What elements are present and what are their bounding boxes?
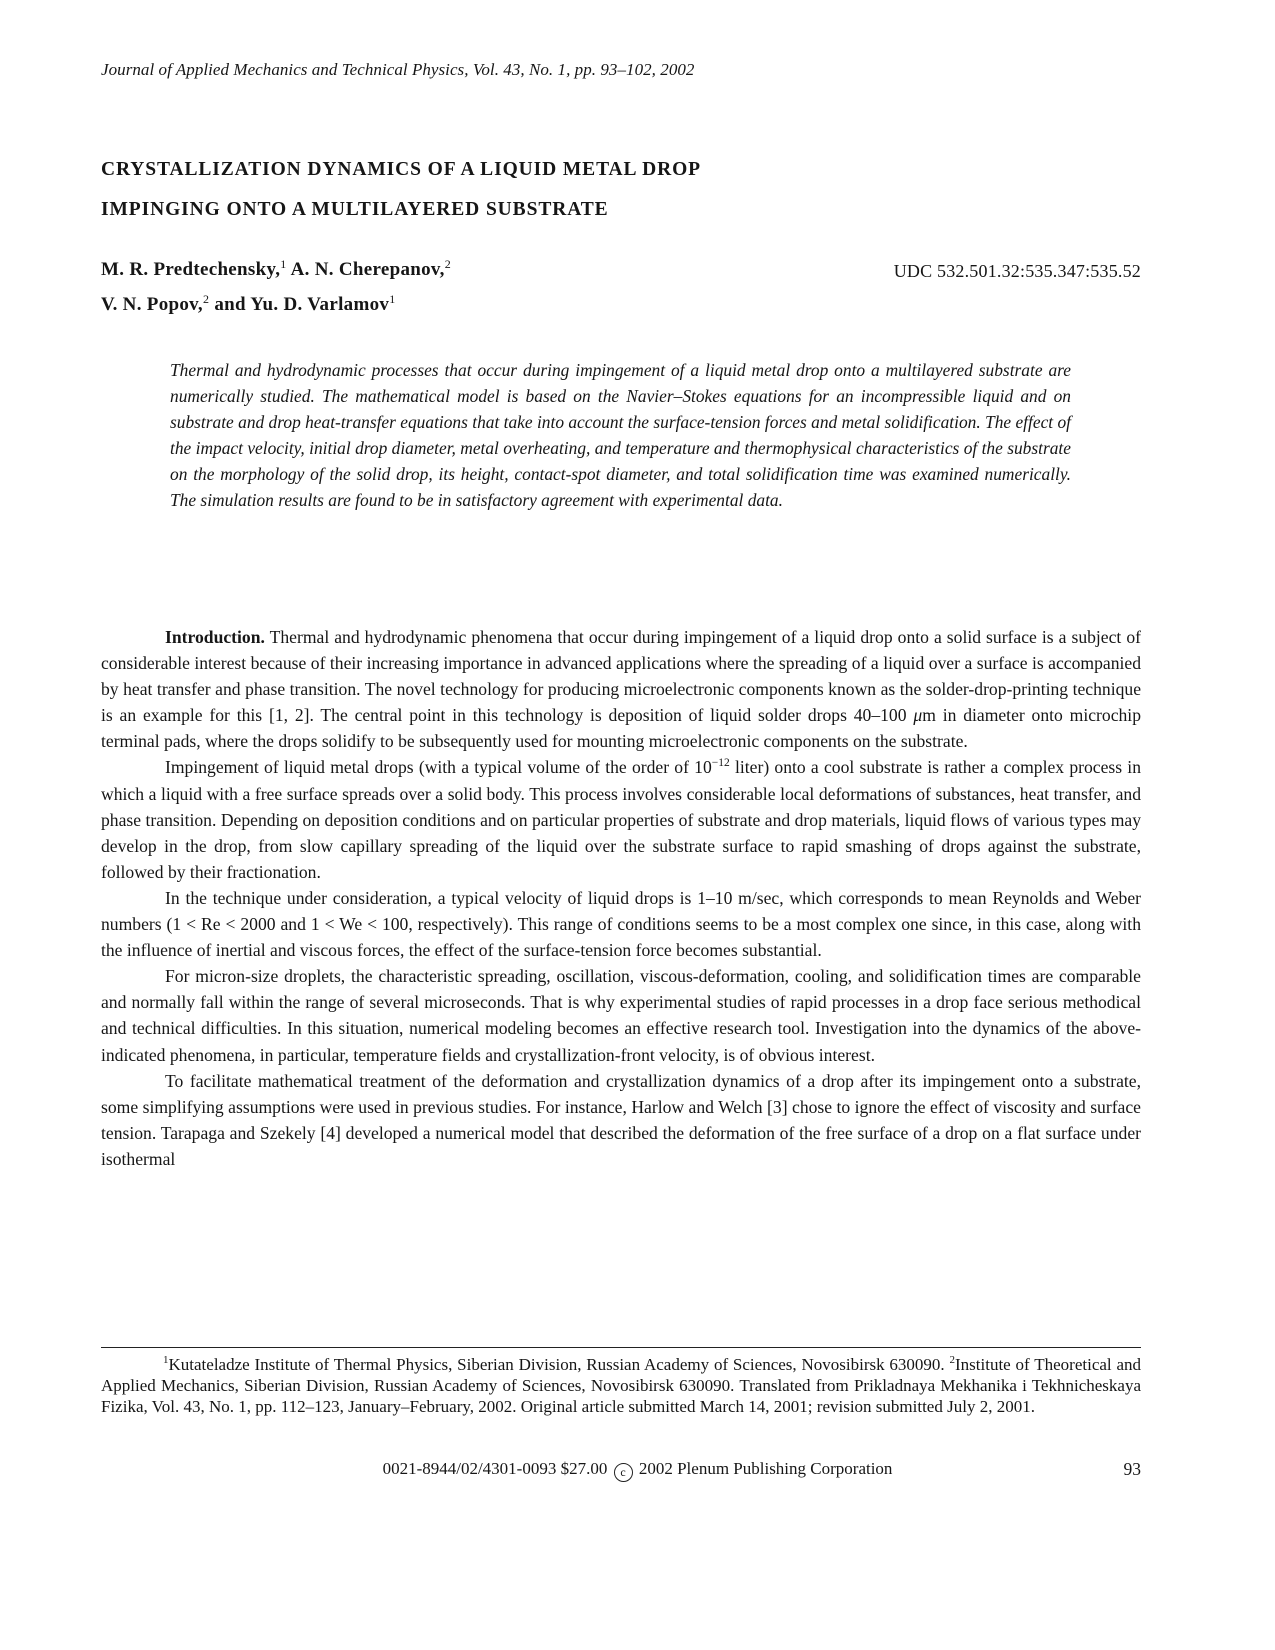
paragraph-text: Thermal and hydrodynamic phenomena that occur during impingement of a liquid drop onto a solid surface is a subject of considerable interest because of their increasing importance in advanced applications where the spreading of a liquid over a surface is accompanied by heat transfer and phase transition. The novel technology for producing microelectronic components known as the solder-drop-printing technique is an example for this [1, 2]. The central point in this technology is deposition of liquid solder drops 40–100	[101, 627, 1141, 726]
udc-code: UDC 532.501.32:535.347:535.52	[893, 261, 1141, 281]
footnote-marker: 2	[949, 1354, 956, 1366]
author-line-1	[101, 252, 801, 287]
paragraph: In the technique under consideration, a typical velocity of liquid drops is 1–10 m/sec, which corresponds to mean Reynolds and Weber numbers (1 < Re < 2000 and 1 < We < 100, respectively). This range of conditions seems to be a most complex one since, in this case, along with the influence of inertial and viscous forces, the effect of the surface-tension force becomes substantial.	[101, 887, 1141, 961]
copyright-holder: 2002 Plenum Publishing Corporation	[638, 1459, 893, 1478]
title-line-1: CRYSTALLIZATION DYNAMICS OF A LIQUID METAL DROP	[101, 159, 701, 180]
affiliation-marker: 1	[389, 292, 396, 306]
copyright-icon: c	[614, 1463, 633, 1482]
paragraph: For micron-size droplets, the characteristic spreading, oscillation, viscous-deformation, cooling, and solidification times are comparable and normally fall within the range of several microseconds. That is why experimental studies of rapid processes in a drop face serious methodical and technical difficulties. In this situation, numerical modeling becomes an effective research tool. Investigation into the dynamics of the above-indicated phenomena, in particular, temperature fields and crystallization-front velocity, is of obvious interest.	[101, 966, 1141, 1065]
journal-citation: Journal of Applied Mechanics and Technical Physics, Vol. 43, No. 1, pp. 93–102, 2002	[101, 60, 695, 79]
mu-symbol: μ	[913, 705, 923, 726]
exponent: −12	[711, 757, 730, 770]
title-line-2: IMPINGING ONTO A MULTILAYERED SUBSTRATE	[101, 199, 609, 220]
abstract: Thermal and hydrodynamic processes that occur during impingement of a liquid metal drop onto a multilayered substrate are numerically studied. The mathematical model is based on the Navier–Stokes equations for an incompressible liquid and on substrate and drop heat-transfer equations that take into account the surface-tension forces and metal solidification. The effect of the impact velocity, initial drop diameter, metal overheating, and temperature and thermophysical characteristics of the substrate on the morphology of the solid drop, its height, contact-spot diameter, and total solidification time was examined numerically. The simulation results are found to be in satisfactory agreement with experimental data.	[170, 360, 1071, 510]
paragraph-text: m in diameter onto microchip terminal pads, where the drops solidify to be subsequently used for mounting microelectronic components on the substrate.	[101, 705, 1141, 752]
paragraph-text: liter) onto a cool substrate is rather a complex process in which a liquid with a free surface spreads over a solid body. This process involves considerable local deformations of substances, heat transfer, and phase transition. Depending on deposition conditions and on particular properties of substrate and drop materials, liquid flows of various types may develop in the drop, from slow capillary spreading of the liquid over the substrate surface to rapid smashing of drops against the substrate, followed by their fractionation.	[101, 757, 1141, 882]
author-name: M. R. Predtechensky,	[101, 259, 281, 280]
footnote-rule	[101, 1347, 1141, 1348]
page-number: 93	[1123, 1459, 1141, 1479]
author-name: Yu. D. Varlamov	[250, 294, 390, 315]
copyright-line	[0, 1459, 1275, 1482]
paragraph: To facilitate mathematical treatment of the deformation and crystallization dynamics of a drop after its impingement onto a substrate, some simplifying assumptions were used in previous studies. For instance, Harlow and Welch [3] chose to ignore the effect of viscosity and surface tension. Tarapaga and Szekely [4] developed a numerical model that described the deformation of the free surface of a drop on a flat surface under isothermal	[101, 1070, 1141, 1169]
author-line-2	[101, 287, 801, 322]
author-list	[101, 252, 801, 322]
author-name: V. N. Popov,	[101, 294, 203, 315]
paper-title	[101, 150, 1141, 230]
author-conjunction: and	[214, 294, 246, 315]
copyright-code: 0021-8944/02/4301-0093 $27.00	[382, 1459, 608, 1478]
footnote-marker: 1	[163, 1354, 169, 1366]
footnote-text: $^1$Kutateladze Institute of Thermal Physics, Siberian Division, Russian Academy of Sciences, Novosibirsk 630090. $^2$Institute of Theoretical and Applied Mechanics, Siberian Division, Russian Academy of Sciences, Novosibirsk 630090. Translated from Prikladnaya Mekhanika i Tekhnicheskaya Fizika, Vol. 43, No. 1, pp. 112–123, January–February, 2002. Original article submitted March 14, 2001; revision submitted July 2, 2001.	[101, 1354, 1141, 1416]
body-text	[101, 624, 1141, 1172]
section-heading: Introduction.	[165, 627, 265, 647]
paragraph-text: Impingement of liquid metal drops (with a typical volume of the order of 10	[165, 757, 712, 778]
affiliation-marker: 2	[444, 257, 452, 271]
paragraph	[101, 754, 1141, 884]
footnote	[101, 1354, 1141, 1417]
author-name: A. N. Cherepanov,	[290, 259, 445, 280]
affiliation-marker: 2	[202, 292, 210, 306]
paragraph-intro	[101, 624, 1141, 754]
affiliation-marker: 1	[280, 257, 287, 271]
